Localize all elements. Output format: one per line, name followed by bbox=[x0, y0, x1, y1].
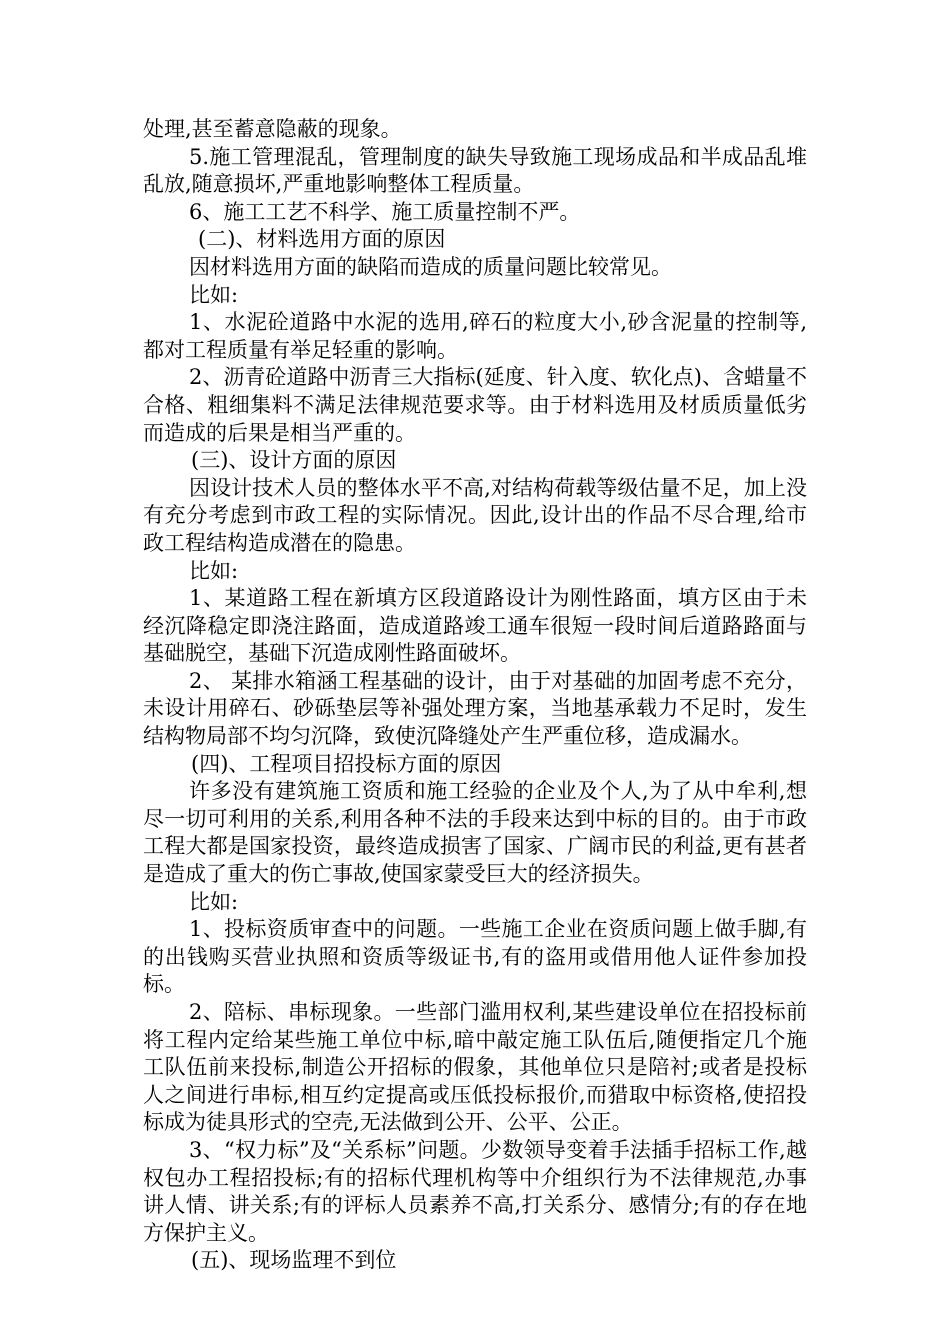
paragraph-list-item: 1、投标资质审查中的问题。一些施工企业在资质问题上做手脚,有的出钱购买营业执照和资质等级证书,有的盗用或借用他人证件参加投标。 bbox=[143, 917, 807, 997]
paragraph-example-label: 比如: bbox=[189, 889, 239, 914]
paragraph-list-item: 2、 某排水箱涵工程基础的设计，由于对基础的加固考虑不充分，未设计用碎石、砂砾垫层等补强处理方案，当地基承载力不足时，发生结构物局部不均匀沉降，致使沉降缝处产生严重位移，造成漏水。 bbox=[143, 668, 807, 749]
paragraph-list-item: 1、水泥砼道路中水泥的选用,碎石的粒度大小,砂含泥量的控制等,都对工程质量有举足轻重的影响。 bbox=[143, 310, 807, 362]
document-body bbox=[143, 116, 807, 1275]
section-heading-3: (三)、设计方面的原因 bbox=[191, 448, 397, 473]
paragraph-list-item: 2、沥青砼道路中沥青三大指标(延度、针入度、软化点)、含蜡量不合格、粗细集料不满足法律规范要求等。由于材料选用及材质质量低劣而造成的后果是相当严重的。 bbox=[143, 365, 807, 445]
paragraph-example-label: 比如: bbox=[189, 282, 239, 307]
section-heading-2: (二)、材料选用方面的原因 bbox=[198, 227, 446, 252]
paragraph: 因材料选用方面的缺陷而造成的质量问题比较常见。 bbox=[189, 254, 672, 279]
paragraph: 因设计技术人员的整体水平不高,对结构荷载等级估量不足，加上没有充分考虑到市政工程的实际情况。因此,设计出的作品不尽合理,给市政工程结构造成潜在的隐患。 bbox=[143, 475, 807, 555]
paragraph-item-6: 6、施工工艺不科学、施工质量控制不严。 bbox=[189, 199, 581, 224]
paragraph-list-item: 1、某道路工程在新填方区段道路设计为刚性路面，填方区由于未经沉降稳定即浇注路面，造成道路竣工通车很短一段时间后道路路面与基础脱空，基础下沉造成刚性路面破坏。 bbox=[143, 586, 807, 666]
paragraph-item-5: 5.施工管理混乱，管理制度的缺失导致施工现场成品和半成品乱堆乱放,随意损坏,严重地影响整体工程质量。 bbox=[143, 144, 807, 197]
paragraph-list-item: 2、陪标、串标现象。一些部门滥用权利,某些建设单位在招投标前将工程内定给某些施工单位中标,暗中敲定施工队伍后,随便指定几个施工队伍前来投标,制造公开招标的假象，其他单位只是陪衬;或者是投标人之间进行串标,相互约定提高或压低投标报价,而猎取中标资格,使招投标成为徒具形式的空壳,无法做到公开、公平、公正。 bbox=[143, 1000, 807, 1135]
paragraph-example-label: 比如: bbox=[189, 558, 239, 583]
paragraph-list-item: 3、“权力标”及“关系标”问题。少数领导变着手法插手招标工作,越权包办工程招投标;有的招标代理机构等中介组织行为不法律规范,办事讲人情、讲关系;有的评标人员素养不高,打关系分、感情分;有的存在地方保护主义。 bbox=[143, 1137, 807, 1245]
paragraph-continuation: 处理,甚至蓄意隐蔽的现象。 bbox=[143, 117, 402, 141]
section-heading-4: (四)、工程项目招投标方面的原因 bbox=[191, 751, 502, 776]
paragraph: 许多没有建筑施工资质和施工经验的企业及个人,为了从中牟利,想尽一切可利用的关系,利用各种不法的手段来达到中标的目的。由于市政工程大都是国家投资，最终造成损害了国家、广阔市民的利益,更有甚者是造成了重大的伤亡事故,使国家蒙受巨大的经济损失。 bbox=[143, 779, 807, 887]
section-heading-5: (五)、现场监理不到位 bbox=[191, 1248, 397, 1273]
